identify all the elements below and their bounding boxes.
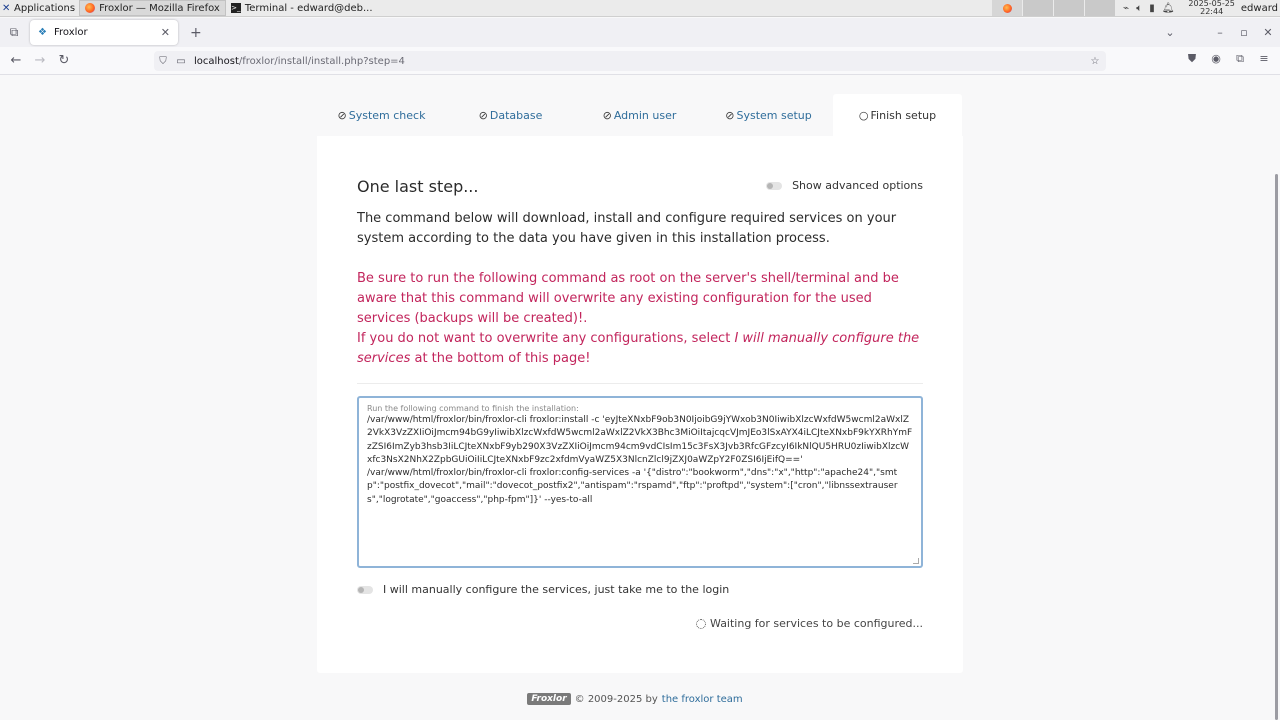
install-command-textarea[interactable] (357, 396, 923, 568)
bookmark-star-icon[interactable]: ☆ (1090, 55, 1100, 67)
step-system-check[interactable] (317, 94, 446, 136)
taskbar-item-firefox[interactable] (79, 0, 226, 16)
xfce-logo-icon: ✕ (2, 2, 11, 14)
close-window-icon[interactable]: ✕ (1263, 26, 1273, 39)
circle-icon: ○ (858, 108, 869, 122)
browser-tabbar (0, 18, 1280, 47)
finish-setup-card (317, 136, 963, 673)
footer (0, 693, 1270, 705)
froxlor-logo-badge: Froxlor (527, 693, 570, 705)
list-tabs-icon[interactable]: ⌄ (1165, 26, 1175, 39)
page-info-icon[interactable]: ▭ (176, 55, 186, 67)
advanced-options-label: Show advanced options (792, 179, 923, 192)
froxlor-team-link[interactable]: the froxlor team (661, 693, 743, 705)
waiting-label: Waiting for services to be configured... (710, 617, 923, 630)
workspace-3[interactable] (1054, 0, 1084, 16)
system-tray (1115, 3, 1182, 14)
command-hint: Run the following command to finish the installation: (367, 404, 579, 413)
network-icon[interactable]: ⌁ (1123, 2, 1130, 14)
app-menu-icon[interactable]: ≡ (1259, 52, 1269, 65)
step-system-setup[interactable] (704, 94, 833, 136)
install-steps (317, 94, 963, 136)
page-title: One last step... (357, 177, 479, 196)
check-circle-icon: ⊘ (337, 108, 347, 122)
taskbar-label: Froxlor — Mozilla Firefox (99, 2, 220, 14)
user-menu[interactable]: edward (1240, 2, 1278, 14)
back-icon[interactable]: ← (10, 53, 22, 68)
url-bar[interactable] (154, 51, 1106, 71)
tab-title: Froxlor (54, 27, 88, 38)
desktop-panel (0, 0, 1280, 17)
command-text[interactable]: /var/www/html/froxlor/bin/froxlor-cli froxlor:install -c 'eyJteXNxbF9ob3N0IjoibG9jYWxob3N0IiwibXlzcWxfdW5wcml2aWxlZ2VkX3VzZXIiOiJmcm94bG9yIiwibXlzcWxfdW5wcml2aWxlZ2VkX3Bhc3MiOiItajcqcVJmJEo3lSxAYX4iLCJteXNxbF9kYXRhYmFzZSI6ImZyb3hsb3IiLCJteXNxbF9yb290X3VzZXIiOiJmcm94cm9vdCIsIm15c3FsX3Jvb3RfcGFzcyI6IkNlQU5HRU0zIiwibXlzcWxfc3NsX2NhX2ZpbGUiOiIiLCJteXNxbF9zc2xfdmVyaWZ5X3NlcnZlcl9jZXJ0aWZpY2F0ZSI6IjEifQ==' /var/www/html/froxlor/bin/froxlor-cli froxlor:config-services -a '{"distro":"bookworm","dns":"x","http":"apache24","smtp":"postfix_dovecot","mail":"dovecot_postfix2","antispam":"rspamd","ftp":"proftpd","system":["cron","libnssextrausers","logrotate","goaccess","php-fpm"]}' --yes-to-all (367, 415, 913, 505)
notification-bell-icon[interactable]: 🔔︎ (1161, 2, 1175, 14)
extensions-icon[interactable]: ⧉ (1236, 52, 1244, 65)
step-finish-setup[interactable] (833, 94, 962, 136)
tab-froxlor[interactable] (30, 20, 178, 45)
warning-line-2-suffix: at the bottom of this page! (410, 351, 591, 366)
workspace-1[interactable] (992, 0, 1022, 16)
applications-label: Applications (14, 2, 76, 14)
copyright-text: © 2009-2025 by (574, 693, 658, 705)
pocket-icon[interactable]: ⛊ (1187, 52, 1197, 65)
spinner-icon (696, 619, 706, 629)
browser-navbar (0, 47, 1280, 75)
warning-emphasis: I will manually configure the services (357, 331, 920, 366)
step-label: System setup (736, 108, 812, 122)
forward-icon[interactable]: → (34, 53, 46, 68)
step-database[interactable] (446, 94, 575, 136)
firefox-icon (1003, 4, 1012, 13)
url-path: /froxlor/install/install.php?step=4 (238, 55, 405, 67)
tracking-shield-icon[interactable]: ⛉ (159, 55, 167, 67)
url-host: localhost (194, 55, 239, 67)
toggle-switch[interactable] (357, 586, 373, 594)
clock[interactable] (1182, 0, 1241, 16)
page-content (0, 76, 1270, 720)
taskbar-item-terminal[interactable] (226, 0, 378, 16)
divider (357, 383, 923, 384)
advanced-options-toggle[interactable] (766, 179, 923, 192)
new-tab-icon[interactable]: + (190, 24, 202, 41)
froxlor-favicon-icon: ❖ (38, 26, 47, 38)
taskbar-label: Terminal - edward@deb... (244, 2, 373, 14)
waiting-status (696, 617, 923, 630)
check-circle-icon: ⊘ (725, 108, 735, 122)
reload-icon[interactable]: ↻ (58, 53, 70, 68)
intro-text: The command below will download, install and configure required services on your system according to the data you have given in this installation process. (357, 211, 897, 246)
step-label: Finish setup (870, 108, 937, 122)
check-circle-icon: ⊘ (478, 108, 488, 122)
workspace-2[interactable] (1023, 0, 1053, 16)
warning-line-2-prefix: If you do not want to overwrite any configurations, select (357, 331, 735, 346)
account-icon[interactable]: ◉ (1211, 52, 1221, 65)
step-admin-user[interactable] (575, 94, 704, 136)
manual-config-toggle[interactable] (357, 583, 729, 596)
warning-line-1: Be sure to run the following command as root on the server's shell/terminal and be aware that this command will overwrite any existing configuration for the used services (backups will be created)!. (357, 271, 899, 326)
tab-overview-icon[interactable]: ⧉ (9, 25, 19, 39)
step-label: Admin user (613, 108, 677, 122)
battery-icon[interactable]: ▮ (1149, 2, 1155, 14)
clock-time: 22:44 (1200, 7, 1224, 16)
minimize-icon[interactable]: – (1217, 26, 1223, 39)
manual-config-label: I will manually configure the services, just take me to the login (383, 583, 730, 596)
check-circle-icon: ⊘ (602, 108, 612, 122)
scrollbar-thumb[interactable] (1275, 174, 1278, 720)
close-tab-icon[interactable]: ✕ (160, 26, 170, 39)
page-scrollbar[interactable] (1270, 76, 1280, 720)
applications-menu[interactable] (0, 0, 79, 17)
firefox-icon (85, 3, 95, 13)
resize-grip-icon[interactable] (913, 558, 919, 564)
workspace-4[interactable] (1085, 0, 1115, 16)
clock-date: 2025-05-25 (1188, 0, 1235, 8)
warning-text (357, 269, 923, 369)
terminal-icon: >_ (231, 4, 241, 12)
volume-icon[interactable]: 🔈︎ (1136, 2, 1143, 14)
toggle-switch[interactable] (766, 182, 782, 190)
step-label: System check (348, 108, 426, 122)
maximize-icon[interactable]: ▫ (1240, 26, 1248, 39)
step-label: Database (489, 108, 543, 122)
